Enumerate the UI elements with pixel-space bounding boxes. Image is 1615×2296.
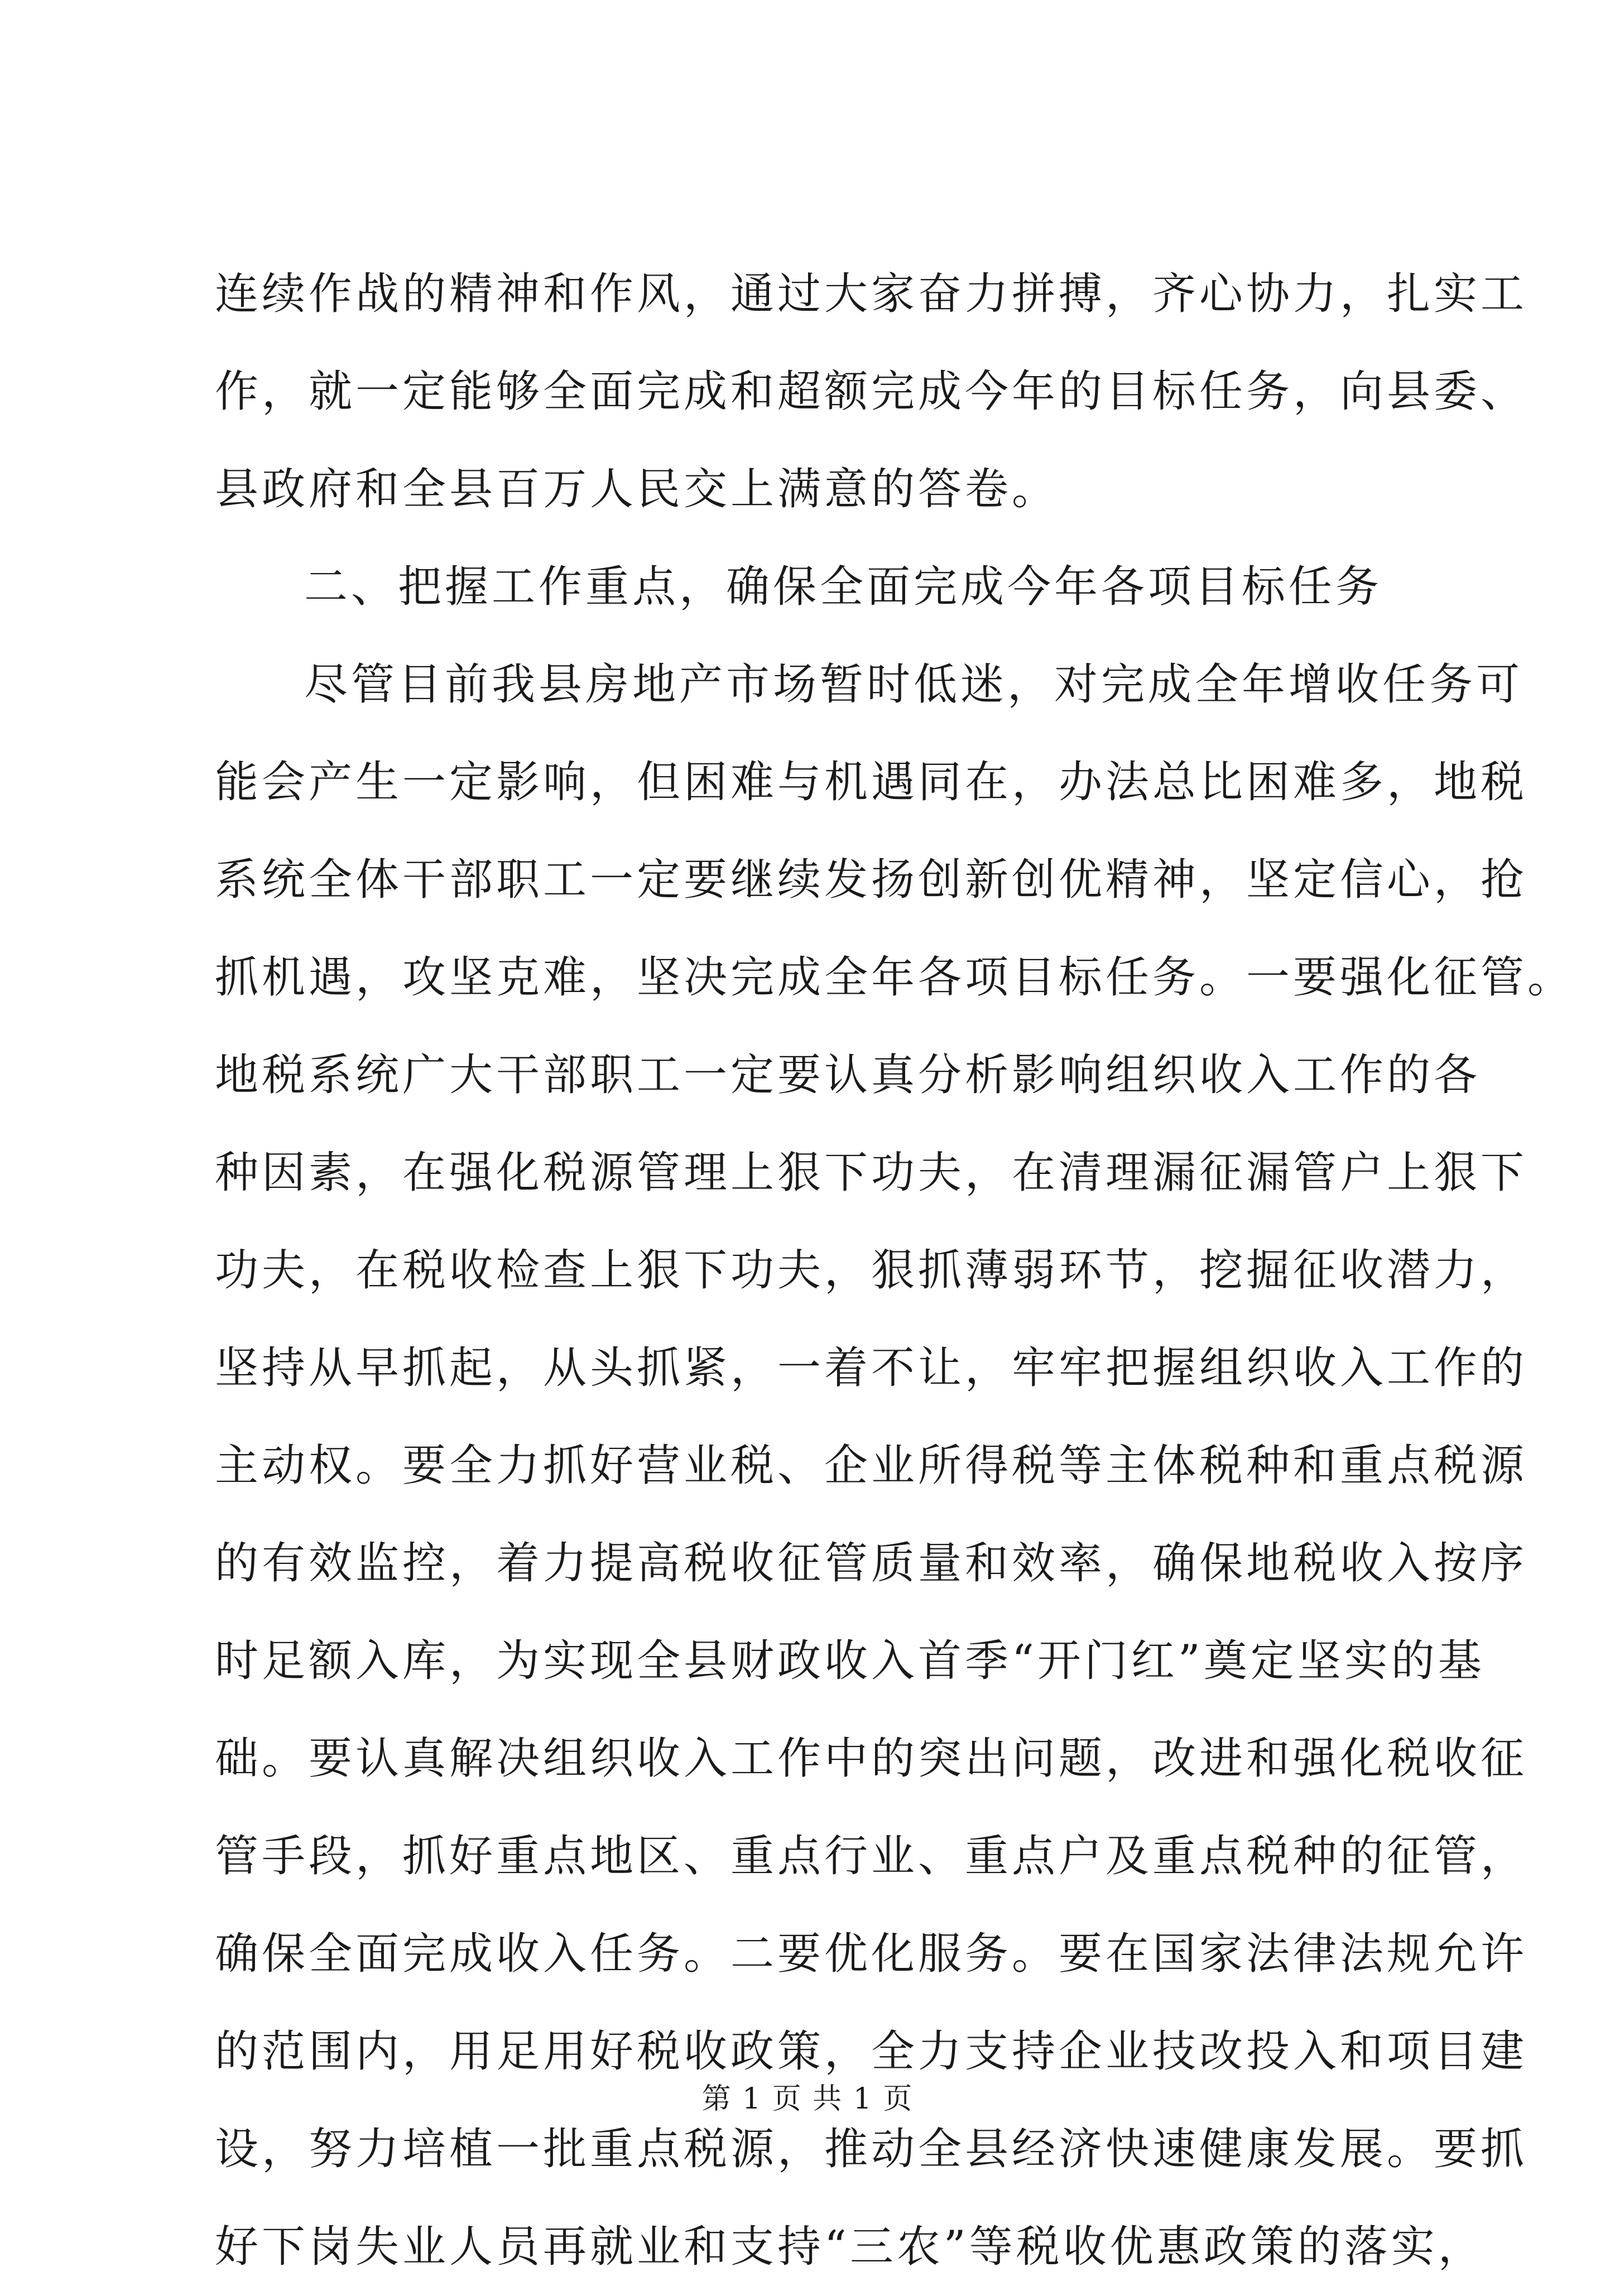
body-line-17: 管手段，抓好重点地区、重点行业、重点户及重点税种的征管，: [215, 1831, 1528, 1881]
body-line-3: 县政府和全县百万人民交上满意的答卷。: [215, 464, 1059, 514]
body-line-6: 能会产生一定影响，但困难与机遇同在，办法总比困难多，地税: [215, 757, 1528, 807]
body-line-11: 功夫，在税收检查上狠下功夫，狠抓薄弱环节，挖掘征收潜力，: [215, 1245, 1528, 1296]
body-line-1: 连续作战的精神和作风，通过大家奋力拼搏，齐心协力，扎实工: [215, 269, 1528, 319]
page-number-label: 第 1 页 共 1 页: [701, 2082, 914, 2116]
body-line-5: 尽管目前我县房地产市场暂时低迷，对完成全年增收任务可: [304, 660, 1523, 710]
body-line-18: 确保全面完成收入任务。二要优化服务。要在国家法律法规允许: [215, 1929, 1528, 1979]
body-line-20: 设，努力培植一批重点税源，推动全县经济快速健康发展。要抓: [215, 2124, 1528, 2174]
document-body: [215, 246, 1575, 2296]
body-line-10: 种因素，在强化税源管理上狠下功夫，在清理漏征漏管户上狠下: [215, 1148, 1528, 1198]
body-line-12: 坚持从早抓起，从头抓紧，一着不让，牢牢把握组织收入工作的: [215, 1343, 1528, 1393]
body-line-21: 好下岗失业人员再就业和支持“三农”等税收优惠政策的落实，: [215, 2222, 1485, 2272]
body-line-15: 时足额入库，为实现全县财政收入首季“开门红”奠定坚实的基: [215, 1636, 1485, 1686]
body-line-2: 作，就一定能够全面完成和超额完成今年的目标任务，向县委、: [215, 367, 1528, 417]
body-line-7: 系统全体干部职工一定要继续发扬创新创优精神，坚定信心，抢: [215, 855, 1528, 905]
body-line-9: 地税系统广大干部职工一定要认真分析影响组织收入工作的各: [215, 1050, 1481, 1100]
body-line-8: 抓机遇，攻坚克难，坚决完成全年各项目标任务。一要强化征管。: [215, 952, 1575, 1003]
body-line-19: 的范围内，用足用好税收政策，全力支持企业技改投入和项目建: [215, 2027, 1528, 2077]
body-line-13: 主动权。要全力抓好营业税、企业所得税等主体税种和重点税源: [215, 1441, 1528, 1491]
body-line-14: 的有效监控，着力提高税收征管质量和效率，确保地税收入按序: [215, 1538, 1528, 1589]
page-footer: [0, 2077, 1615, 2121]
section-heading: 二、把握工作重点，确保全面完成今年各项目标任务: [304, 562, 1383, 612]
body-line-16: 础。要认真解决组织收入工作中的突出问题，改进和强化税收征: [215, 1734, 1528, 1784]
